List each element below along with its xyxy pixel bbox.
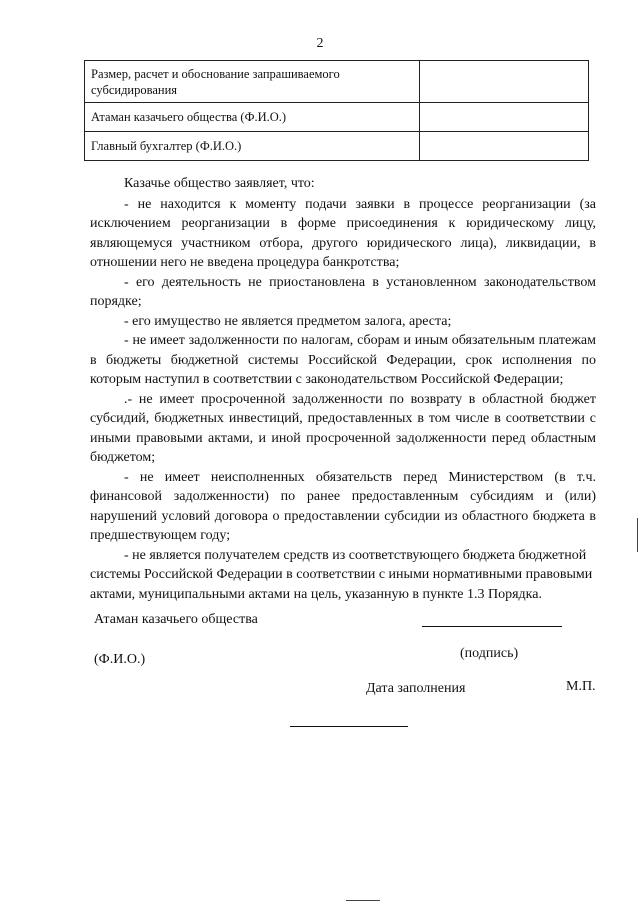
declaration-item: - не является получателем средств из соответствующего бюджета бюджетной системы Российской Федерации в соответствии с иными нормативными правовыми актами, муниципальными актами на цель, указанную в пункте 1.3 Порядка. [90,547,593,602]
table-cell-label: Размер, расчет и обоснование запрашиваемого субсидирования [85,61,420,103]
signature-caption: (подпись) [460,646,519,661]
table-cell-value [420,61,589,103]
declaration-item: - не имеет неисполненных обязательств перед Министерством (в т.ч. финансовой задолженности) по ранее предоставленным субсидиям и (или) нарушений условий договора о предоставлении субсидии из областного бюджета в предшествующем году; [90,469,596,543]
scan-foot-mark [346,900,380,901]
declaration-item: - не находится к моменту подачи заявки в процессе реорганизации (за исключением реорганизации в форме присоединения к юридическому лицу, являющемуся участником отбора, другого юридического лица), ликвидации, в отношении него не введена процедура банкротства; [90,196,596,270]
declaration-item: - его имущество не является предметом залога, ареста; [124,313,452,329]
declaration-item: - его деятельность не приостановлена в установленном законодательством порядке; [90,274,596,309]
ataman-signature-label: Атаман казачьего общества [94,612,258,627]
scan-edge-mark [637,518,638,552]
stamp-place-label: М.П. [566,679,596,694]
declaration-intro: Казачье общество заявляет, что: [124,176,315,191]
page-number: 2 [316,36,324,51]
table-cell-value [420,132,589,161]
fill-date-label: Дата заполнения [366,681,466,696]
table-row [85,103,589,132]
application-table [84,60,589,161]
declaration-section [90,174,596,604]
fio-label: (Ф.И.О.) [94,652,146,667]
table-cell-value [420,103,589,132]
signature-line [422,626,562,627]
declaration-item: - не имеет задолженности по налогам, сборам и иным обязательным платежам в бюджеты бюджетной системы Российской Федерации, срок исполнения по которым наступил в соответствии с законодательством Российской Федерации; [90,333,596,387]
table-cell-label: Атаман казачьего общества (Ф.И.О.) [85,103,420,132]
table-cell-label: Главный бухгалтер (Ф.И.О.) [85,132,420,161]
table-row [85,61,589,103]
date-line [290,726,408,727]
table-row [85,132,589,161]
declaration-item: .- не имеет просроченной задолженности по возврату в областной бюджет субсидий, бюджетных инвестиций, предоставленных в том числе в соответствии с иными правовыми актами, и иной просроченной задолженности перед областным бюджетом; [90,391,596,465]
